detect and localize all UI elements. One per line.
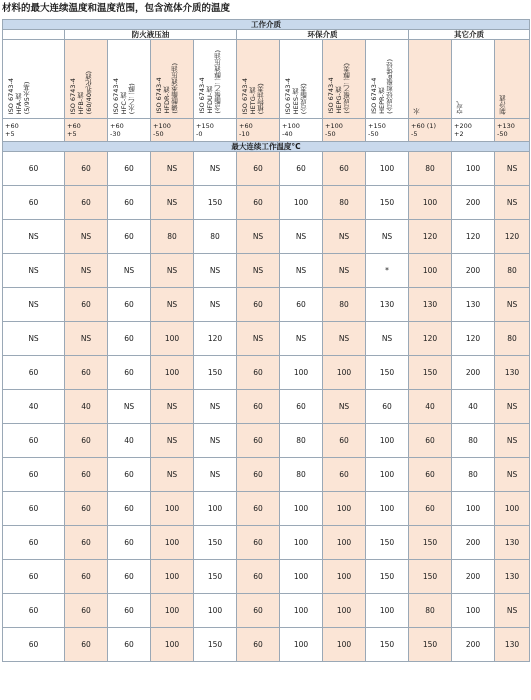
table-row <box>3 628 530 662</box>
table-cell: NS <box>3 288 65 322</box>
table-cell: 100 <box>366 424 409 458</box>
table-cell: 100 <box>151 322 194 356</box>
table-cell: 100 <box>323 356 366 390</box>
table-cell: 60 <box>323 458 366 492</box>
table-cell: 100 <box>366 152 409 186</box>
table-cell: 200 <box>452 186 495 220</box>
table-cell: 60 <box>3 152 65 186</box>
column-header-label: ISO 6743-4 HFB-液 (60/40乳化液) <box>69 70 93 114</box>
table-cell: 40 <box>452 390 495 424</box>
column-header-label: ISO 6743-4 HETG-液 (植物油类) <box>241 77 265 114</box>
table-row <box>3 492 530 526</box>
table-cell: 130 <box>495 628 530 662</box>
column-header-label: ISO 6743-4 HFA-液 (5/95水基) <box>7 77 31 114</box>
table-cell: 60 <box>3 628 65 662</box>
table-cell: 60 <box>323 424 366 458</box>
table-cell: 80 <box>323 288 366 322</box>
table-cell: NS <box>194 458 237 492</box>
table-cell: 60 <box>323 152 366 186</box>
table-cell: 80 <box>280 424 323 458</box>
column-header <box>65 40 108 119</box>
table-cell: 60 <box>3 186 65 220</box>
table-cell: 100 <box>280 560 323 594</box>
table-row <box>3 220 530 254</box>
group-other: 其它介质 <box>409 30 530 40</box>
table-row <box>3 424 530 458</box>
table-cell: 100 <box>452 594 495 628</box>
table-cell: 100 <box>280 594 323 628</box>
table-cell: 100 <box>280 186 323 220</box>
table-cell: 60 <box>65 594 108 628</box>
table-cell: 150 <box>194 186 237 220</box>
table-cell: 130 <box>495 560 530 594</box>
table-cell: NS <box>323 322 366 356</box>
table-cell: 60 <box>108 322 151 356</box>
column-header <box>323 40 366 119</box>
table-cell: 150 <box>366 526 409 560</box>
column-header-label: ISO 6743-4 HEES-液 (合成酯类) <box>284 77 308 114</box>
table-cell: 60 <box>108 594 151 628</box>
table-cell: 200 <box>452 356 495 390</box>
table-cell: NS <box>65 322 108 356</box>
table-row <box>3 152 530 186</box>
table-cell: 120 <box>452 322 495 356</box>
table-cell: 150 <box>366 186 409 220</box>
column-header <box>366 40 409 119</box>
table-cell: 60 <box>237 628 280 662</box>
table-cell: 100 <box>151 526 194 560</box>
temperature-table <box>2 19 530 662</box>
table-cell: 130 <box>495 356 530 390</box>
table-cell: 100 <box>194 492 237 526</box>
table-cell: NS <box>151 424 194 458</box>
table-cell: 60 <box>65 560 108 594</box>
table-cell: 60 <box>237 594 280 628</box>
table-cell: NS <box>108 254 151 288</box>
table-cell: 120 <box>194 322 237 356</box>
table-cell: 80 <box>151 220 194 254</box>
table-cell: NS <box>495 288 530 322</box>
table-cell: NS <box>194 390 237 424</box>
table-cell: 60 <box>3 356 65 390</box>
table-cell: 150 <box>194 560 237 594</box>
column-header-label: ISO 6743-4 HEPR-液 (合成烃和聚α烯烃) <box>370 59 394 114</box>
table-cell: 100 <box>151 560 194 594</box>
table-cell: 150 <box>366 560 409 594</box>
temperature-range: +60 +5 <box>65 119 108 142</box>
table-cell: 60 <box>108 288 151 322</box>
table-row <box>3 560 530 594</box>
table-cell: 60 <box>237 356 280 390</box>
table-row <box>3 288 530 322</box>
table-cell: NS <box>495 390 530 424</box>
table-cell: NS <box>151 288 194 322</box>
table-cell: 60 <box>409 458 452 492</box>
table-cell: 60 <box>108 526 151 560</box>
table-cell: 150 <box>366 628 409 662</box>
table-row <box>3 322 530 356</box>
table-cell: 60 <box>65 628 108 662</box>
max-temp-header: 最大连续工作温度°C <box>3 142 530 152</box>
table-cell: NS <box>323 220 366 254</box>
table-cell: 60 <box>108 560 151 594</box>
table-cell: NS <box>194 254 237 288</box>
table-cell: NS <box>194 424 237 458</box>
table-cell: 100 <box>323 492 366 526</box>
table-row <box>3 594 530 628</box>
table-cell: 60 <box>65 288 108 322</box>
page-title: 材料的最大连续温度和温度范围，包含流体介质的温度 <box>2 3 231 14</box>
table-cell: 40 <box>3 390 65 424</box>
table-cell: 60 <box>237 152 280 186</box>
table-cell: 60 <box>3 458 65 492</box>
table-cell: NS <box>495 186 530 220</box>
table-cell: 130 <box>452 288 495 322</box>
table-cell: 100 <box>452 152 495 186</box>
table-cell: 100 <box>495 492 530 526</box>
column-header-label: 制冷液 <box>499 94 507 114</box>
table-cell: 60 <box>237 288 280 322</box>
column-header-label: 空气 <box>456 101 464 114</box>
table-cell: 60 <box>409 424 452 458</box>
table-cell: 60 <box>108 220 151 254</box>
table-row <box>3 526 530 560</box>
column-header <box>3 40 65 119</box>
table-cell: 200 <box>452 628 495 662</box>
table-cell: 80 <box>409 152 452 186</box>
table-cell: 150 <box>409 356 452 390</box>
table-cell: 100 <box>280 356 323 390</box>
table-cell: 60 <box>65 526 108 560</box>
table-cell: NS <box>323 254 366 288</box>
table-cell: 60 <box>65 492 108 526</box>
temperature-range: +60 -30 <box>108 119 151 142</box>
temperature-range: +150 -50 <box>366 119 409 142</box>
table-cell: 200 <box>452 526 495 560</box>
table-cell: 100 <box>151 594 194 628</box>
table-cell: NS <box>237 254 280 288</box>
working-media-header: 工作介质 <box>3 20 530 30</box>
table-cell: 80 <box>194 220 237 254</box>
table-cell: 80 <box>452 424 495 458</box>
table-cell: 40 <box>409 390 452 424</box>
table-cell: 60 <box>108 356 151 390</box>
table-cell: 100 <box>280 492 323 526</box>
table-cell: 130 <box>366 288 409 322</box>
table-cell: NS <box>151 186 194 220</box>
table-cell: 60 <box>108 628 151 662</box>
table-cell: 60 <box>280 152 323 186</box>
table-cell: 80 <box>323 186 366 220</box>
table-cell: NS <box>366 322 409 356</box>
column-header-label: ISO 6743-4 HEPG-液 (合成聚乙二醇类) <box>327 63 351 114</box>
column-header-label: ISO 6743-4 HFDR-液 (磷酸酯类液压油) <box>155 63 179 114</box>
table-cell: NS <box>65 254 108 288</box>
table-cell: 120 <box>409 322 452 356</box>
table-cell: 150 <box>194 526 237 560</box>
table-cell: NS <box>280 220 323 254</box>
table-cell: 80 <box>495 322 530 356</box>
table-cell: 60 <box>108 492 151 526</box>
table-cell: 100 <box>323 628 366 662</box>
column-header <box>280 40 323 119</box>
table-cell: 150 <box>409 560 452 594</box>
table-cell: 60 <box>3 560 65 594</box>
table-cell: 120 <box>452 220 495 254</box>
table-cell: 60 <box>280 288 323 322</box>
table-cell: 60 <box>237 186 280 220</box>
table-cell: NS <box>194 152 237 186</box>
table-cell: 130 <box>495 526 530 560</box>
table-cell: 200 <box>452 560 495 594</box>
table-cell: 40 <box>65 390 108 424</box>
column-header <box>495 40 530 119</box>
column-header-label: ISO 6743-4 HFDU-液 (含酯聚乙二醇液压油) <box>198 50 222 114</box>
table-cell: NS <box>3 220 65 254</box>
temperature-range: +100 -40 <box>280 119 323 142</box>
table-cell: 60 <box>237 424 280 458</box>
table-cell: 60 <box>237 458 280 492</box>
table-cell: 60 <box>65 424 108 458</box>
column-header <box>409 40 452 119</box>
table-cell: 60 <box>237 526 280 560</box>
table-cell: 150 <box>194 628 237 662</box>
table-cell: 60 <box>3 492 65 526</box>
table-cell: 40 <box>108 424 151 458</box>
table-cell: 100 <box>280 628 323 662</box>
table-cell: 100 <box>366 594 409 628</box>
table-cell: NS <box>151 458 194 492</box>
table-cell: 100 <box>452 492 495 526</box>
table-cell: 150 <box>409 526 452 560</box>
table-cell: 60 <box>108 152 151 186</box>
table-cell: 60 <box>280 390 323 424</box>
table-cell: 60 <box>237 492 280 526</box>
table-cell: NS <box>151 152 194 186</box>
temperature-range: +100 -50 <box>151 119 194 142</box>
group-fire-resistant: 防火液压油 <box>65 30 237 40</box>
temperature-range: +60 (1) -5 <box>409 119 452 142</box>
table-cell: 150 <box>409 628 452 662</box>
table-cell: NS <box>495 152 530 186</box>
table-cell: 100 <box>323 560 366 594</box>
table-cell: 150 <box>366 356 409 390</box>
group-spacer <box>3 30 65 40</box>
temperature-range: +200 +2 <box>452 119 495 142</box>
table-cell: 60 <box>3 526 65 560</box>
table-cell: 100 <box>151 628 194 662</box>
table-cell: 60 <box>65 152 108 186</box>
table-cell: NS <box>194 288 237 322</box>
table-cell: 60 <box>3 594 65 628</box>
table-cell: 130 <box>409 288 452 322</box>
table-cell: 60 <box>108 186 151 220</box>
table-cell: NS <box>237 322 280 356</box>
temperature-range: +60 -10 <box>237 119 280 142</box>
column-header-label: 水 <box>413 107 421 114</box>
temperature-range: +150 -0 <box>194 119 237 142</box>
table-cell: 80 <box>495 254 530 288</box>
table-cell: 100 <box>323 526 366 560</box>
table-cell: 100 <box>366 458 409 492</box>
table-cell: 60 <box>3 424 65 458</box>
table-cell: 200 <box>452 254 495 288</box>
table-cell: NS <box>237 220 280 254</box>
table-cell: 100 <box>409 186 452 220</box>
table-cell: 60 <box>65 458 108 492</box>
temperature-range: +130 -50 <box>495 119 530 142</box>
column-header <box>452 40 495 119</box>
table-cell: NS <box>280 254 323 288</box>
temperature-range: +100 -50 <box>323 119 366 142</box>
table-cell: NS <box>65 220 108 254</box>
table-cell: NS <box>495 594 530 628</box>
table-cell: 100 <box>409 254 452 288</box>
table-cell: 120 <box>409 220 452 254</box>
temperature-range: +60 +5 <box>3 119 65 142</box>
table-cell: 150 <box>194 356 237 390</box>
table-row <box>3 254 530 288</box>
table-cell: NS <box>280 322 323 356</box>
table-cell: 100 <box>280 526 323 560</box>
table-cell: NS <box>323 390 366 424</box>
table-row <box>3 186 530 220</box>
table-cell: 100 <box>323 594 366 628</box>
column-header-label: ISO 6743-4 HFC-液 (水乙二醇) <box>112 77 136 114</box>
table-cell: 100 <box>366 492 409 526</box>
table-cell: 100 <box>194 594 237 628</box>
table-cell: 60 <box>409 492 452 526</box>
table-cell: 60 <box>65 186 108 220</box>
table-cell: NS <box>151 254 194 288</box>
column-header <box>194 40 237 119</box>
table-cell: 60 <box>366 390 409 424</box>
table-cell: 60 <box>237 560 280 594</box>
table-cell: 80 <box>452 458 495 492</box>
table-cell: 100 <box>151 492 194 526</box>
table-cell: NS <box>108 390 151 424</box>
table-cell: 80 <box>280 458 323 492</box>
table-row <box>3 356 530 390</box>
table-cell: NS <box>151 390 194 424</box>
column-header <box>237 40 280 119</box>
group-eco: 环保介质 <box>237 30 409 40</box>
table-cell: 60 <box>108 458 151 492</box>
table-cell: NS <box>495 424 530 458</box>
table-cell: 120 <box>495 220 530 254</box>
table-cell: NS <box>3 254 65 288</box>
table-cell: NS <box>495 458 530 492</box>
table-cell: 60 <box>237 390 280 424</box>
table-row <box>3 390 530 424</box>
column-header <box>108 40 151 119</box>
table-cell: * <box>366 254 409 288</box>
table-cell: 80 <box>409 594 452 628</box>
table-row <box>3 458 530 492</box>
table-cell: 60 <box>65 356 108 390</box>
table-cell: NS <box>3 322 65 356</box>
table-cell: 100 <box>151 356 194 390</box>
column-header <box>151 40 194 119</box>
table-cell: NS <box>366 220 409 254</box>
